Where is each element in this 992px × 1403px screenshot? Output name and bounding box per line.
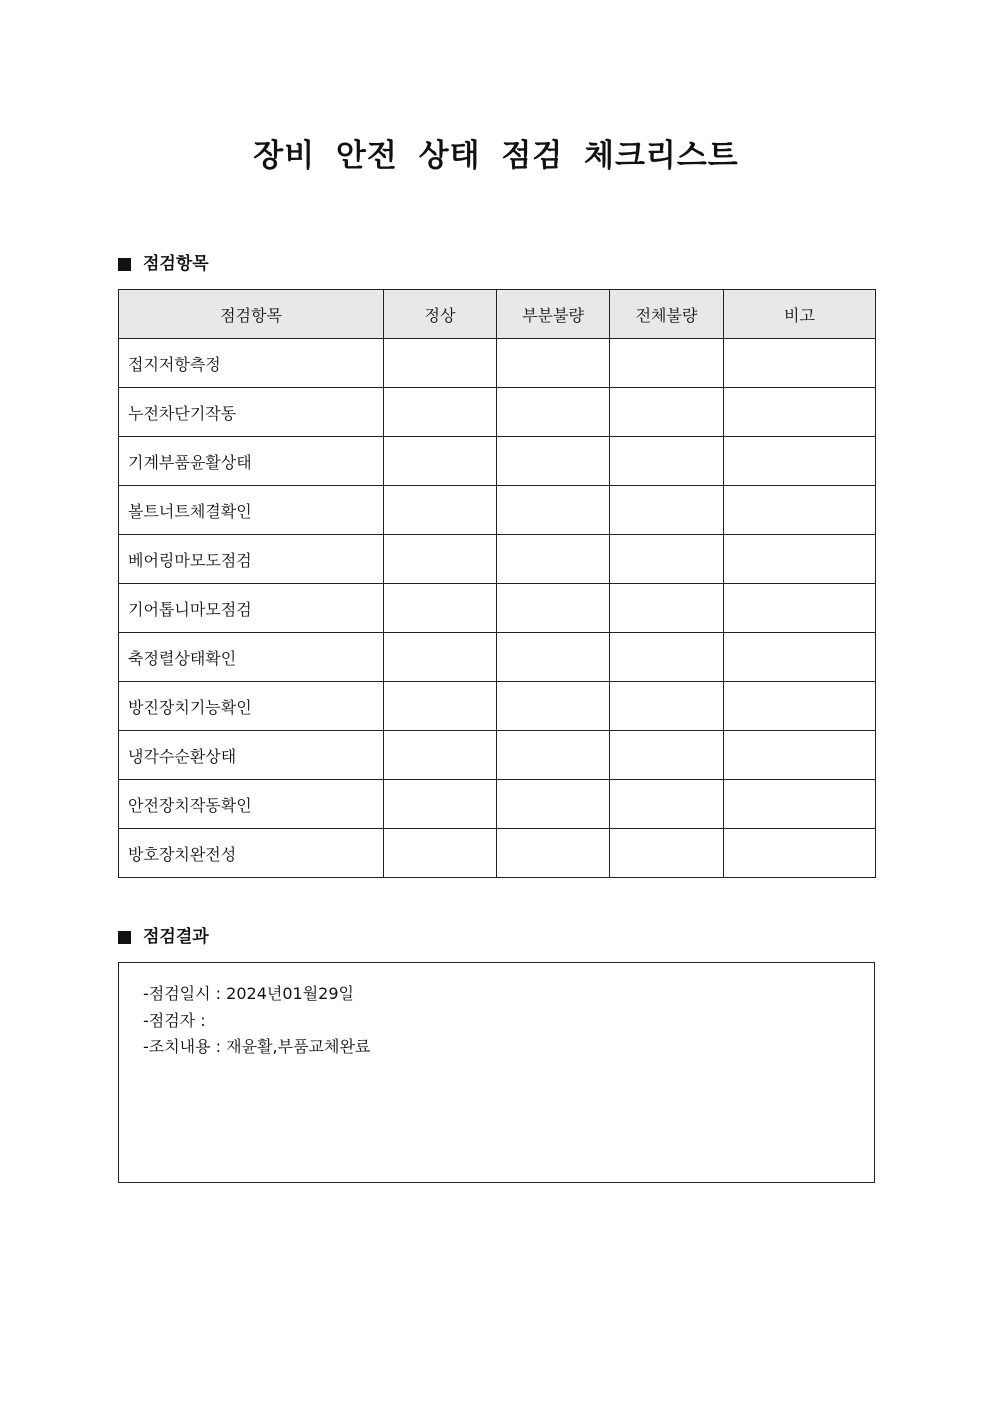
- table-cell-normal[interactable]: [384, 437, 497, 486]
- table-row: [119, 731, 876, 780]
- square-bullet-icon: [118, 258, 131, 271]
- table-cell-total-defect[interactable]: [610, 535, 724, 584]
- page-title: 장비 안전 상태 점검 체크리스트: [253, 138, 739, 174]
- table-cell-normal[interactable]: [384, 388, 497, 437]
- table-cell-remarks[interactable]: [724, 486, 876, 535]
- table-cell-total-defect[interactable]: [610, 437, 724, 486]
- table-cell-partial-defect[interactable]: [497, 388, 610, 437]
- table-cell-normal[interactable]: [384, 829, 497, 878]
- table-row: [119, 633, 876, 682]
- table-cell-remarks[interactable]: [724, 584, 876, 633]
- table-header-row: [119, 290, 876, 339]
- table-cell-item: 축정렬상태확인: [119, 633, 384, 682]
- table-cell-total-defect[interactable]: [610, 829, 724, 878]
- table-cell-normal[interactable]: [384, 486, 497, 535]
- table-cell-partial-defect[interactable]: [497, 633, 610, 682]
- table-cell-total-defect[interactable]: [610, 731, 724, 780]
- table-cell-normal[interactable]: [384, 780, 497, 829]
- table-cell-remarks[interactable]: [724, 437, 876, 486]
- table-cell-item: 접지저항측정: [119, 339, 384, 388]
- table-cell-remarks[interactable]: [724, 388, 876, 437]
- section-heading-label: 점검결과: [143, 927, 209, 947]
- table-cell-partial-defect[interactable]: [497, 535, 610, 584]
- table-cell-partial-defect[interactable]: [497, 584, 610, 633]
- table-row: [119, 780, 876, 829]
- table-cell-partial-defect[interactable]: [497, 339, 610, 388]
- table-cell-total-defect[interactable]: [610, 682, 724, 731]
- section-heading-result: [118, 925, 209, 949]
- table-cell-remarks[interactable]: [724, 535, 876, 584]
- table-cell-item: 기계부품윤활상태: [119, 437, 384, 486]
- table-cell-total-defect[interactable]: [610, 388, 724, 437]
- table-cell-normal[interactable]: [384, 731, 497, 780]
- table-cell-partial-defect[interactable]: [497, 486, 610, 535]
- header-total-defect: 전체불량: [610, 290, 724, 339]
- action-line: -조치내용 : 재윤활,부품교체완료: [143, 1037, 371, 1056]
- inspector-line: -점검자 :: [143, 1010, 206, 1030]
- table-cell-item: 냉각수순환상태: [119, 731, 384, 780]
- table-row: [119, 486, 876, 535]
- table-cell-remarks[interactable]: [724, 339, 876, 388]
- table-cell-total-defect[interactable]: [610, 780, 724, 829]
- table-row: [119, 535, 876, 584]
- header-partial-defect: 부분불량: [497, 290, 610, 339]
- header-normal: 정상: [384, 290, 497, 339]
- table-row: [119, 584, 876, 633]
- checklist-table: [118, 289, 876, 878]
- table-cell-normal[interactable]: [384, 682, 497, 731]
- table-cell-item: 방진장치기능확인: [119, 682, 384, 731]
- table-cell-partial-defect[interactable]: [497, 437, 610, 486]
- header-item: 점검항목: [119, 290, 384, 339]
- table-cell-item: 안전장치작동확인: [119, 780, 384, 829]
- table-cell-partial-defect[interactable]: [497, 731, 610, 780]
- table-cell-item: 누전차단기작동: [119, 388, 384, 437]
- table-cell-total-defect[interactable]: [610, 584, 724, 633]
- result-box: [118, 962, 875, 1183]
- section-heading-label: 점검항목: [143, 254, 209, 274]
- table-row: [119, 829, 876, 878]
- table-cell-item: 베어링마모도점검: [119, 535, 384, 584]
- table-cell-remarks[interactable]: [724, 829, 876, 878]
- table-cell-item: 볼트너트체결확인: [119, 486, 384, 535]
- table-cell-normal[interactable]: [384, 535, 497, 584]
- table-cell-remarks[interactable]: [724, 731, 876, 780]
- table-cell-total-defect[interactable]: [610, 486, 724, 535]
- table-cell-normal[interactable]: [384, 633, 497, 682]
- table-cell-partial-defect[interactable]: [497, 780, 610, 829]
- square-bullet-icon: [118, 931, 131, 944]
- table-cell-remarks[interactable]: [724, 780, 876, 829]
- table-cell-item: 방호장치완전성: [119, 829, 384, 878]
- table-cell-normal[interactable]: [384, 339, 497, 388]
- section-heading-items: [118, 252, 209, 276]
- table-cell-partial-defect[interactable]: [497, 682, 610, 731]
- table-cell-normal[interactable]: [384, 584, 497, 633]
- table-cell-partial-defect[interactable]: [497, 829, 610, 878]
- table-row: [119, 339, 876, 388]
- table-row: [119, 682, 876, 731]
- table-cell-total-defect[interactable]: [610, 339, 724, 388]
- table-cell-remarks[interactable]: [724, 682, 876, 731]
- table-cell-remarks[interactable]: [724, 633, 876, 682]
- table-cell-item: 기어톱니마모점검: [119, 584, 384, 633]
- table-row: [119, 437, 876, 486]
- header-remarks: 비고: [724, 290, 876, 339]
- table-row: [119, 388, 876, 437]
- inspection-date-line: -점검일시 : 2024년01월29일: [143, 984, 354, 1003]
- table-cell-total-defect[interactable]: [610, 633, 724, 682]
